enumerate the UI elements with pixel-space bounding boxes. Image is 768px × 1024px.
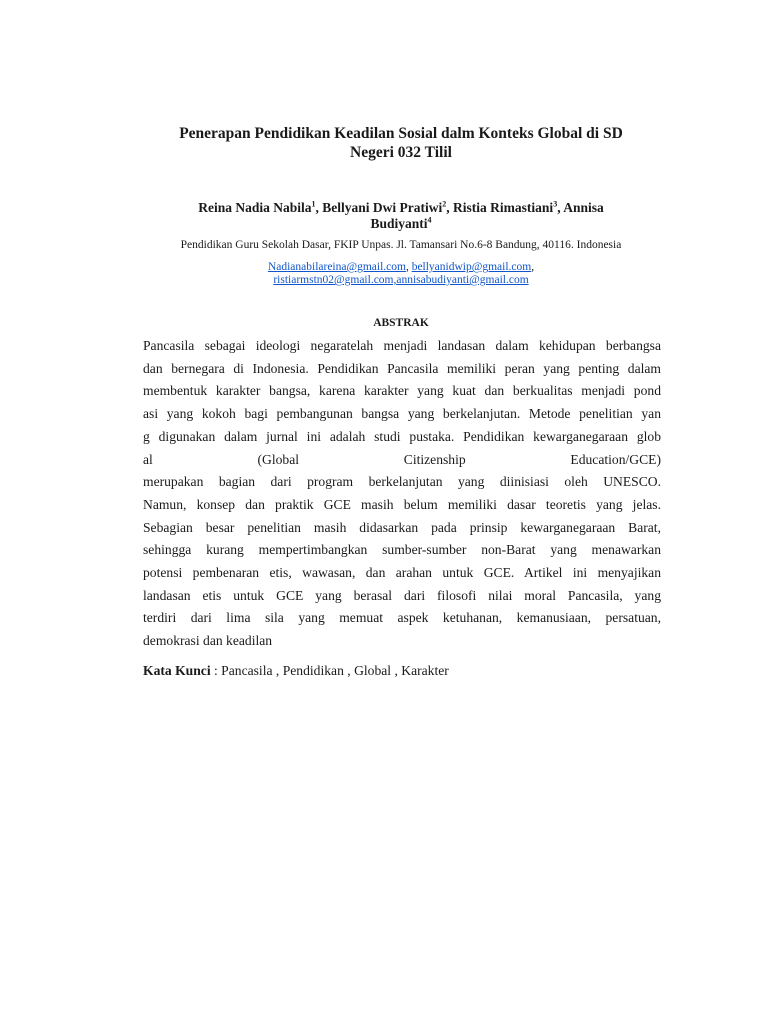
author-separator: , xyxy=(315,200,323,215)
spread-word: (Global xyxy=(257,451,300,467)
email-link-1[interactable]: Nadianabilareina@gmail.com xyxy=(267,261,406,273)
spread-word: al xyxy=(143,451,153,467)
email-trailing-comma: , xyxy=(531,261,535,273)
email-list xyxy=(160,261,642,287)
abstract-line: terdiri dari lima sila yang memuat aspek ketuhanan, kemanusiaan, persatuan, xyxy=(143,610,661,626)
abstract-line: Pancasila sebagai ideologi negaratelah menjadi landasan dalam kehidupan berbangsa xyxy=(143,338,661,353)
author-separator: , xyxy=(557,200,564,215)
abstract-line: merupakan bagian dari program berkelanjutan yang diinisiasi oleh UNESCO. xyxy=(143,474,661,490)
email-link-2[interactable]: bellyanidwip@gmail.com xyxy=(411,261,532,273)
author-1-superscript: 1 xyxy=(311,199,316,209)
author-4-last: Budiyanti xyxy=(370,216,428,231)
abstract-body xyxy=(143,335,661,653)
keywords xyxy=(143,662,661,680)
abstract-last-line: demokrasi dan keadilan xyxy=(143,633,273,649)
author-list xyxy=(150,200,652,232)
author-1: Reina Nadia Nabila xyxy=(198,200,312,215)
author-3: Ristia Rimastiani xyxy=(453,200,554,215)
paper-title xyxy=(140,124,662,162)
keywords-label: Kata Kunci xyxy=(143,663,211,678)
title-line-1: Penerapan Pendidikan Keadilan Sosial dalm Konteks Global di SD xyxy=(179,125,623,142)
email-link-3[interactable]: ristiarmstn02@gmail.com,annisabudiyanti@gmail.com xyxy=(273,274,529,286)
abstract-line: dan bernegara di Indonesia. Pendidikan Pancasila memiliki peran yang penting dalam xyxy=(143,360,661,376)
author-4-superscript: 4 xyxy=(427,215,432,225)
spread-word: Citizenship xyxy=(403,451,466,467)
author-separator: , xyxy=(446,200,454,215)
abstract-spread-line xyxy=(143,449,661,472)
title-line-2: Negeri 032 Tilil xyxy=(350,144,452,161)
author-4-first: Annisa xyxy=(563,200,604,215)
author-3-superscript: 3 xyxy=(553,199,558,209)
affiliation: Pendidikan Guru Sekolah Dasar, FKIP Unpas. Jl. Tamansari No.6-8 Bandung, 40116. Indonesia xyxy=(180,239,622,251)
abstract-line: asi yang kokoh bagi pembangunan bangsa yang berkelanjutan. Metode penelitian yan xyxy=(143,406,661,422)
abstract-line: sehingga kurang mempertimbangkan sumber-sumber non-Barat yang menawarkan xyxy=(143,542,661,558)
abstract-line: landasan etis untuk GCE yang berasal dari filosofi nilai moral Pancasila, yang xyxy=(143,587,661,603)
abstract-line: potensi pembenaran etis, wawasan, dan arahan untuk GCE. Artikel ini menyajikan xyxy=(143,565,661,581)
abstract-heading: ABSTRAK xyxy=(373,317,429,329)
abstract-line: Sebagian besar penelitian masih didasarkan pada prinsip kewarganegaraan Barat, xyxy=(143,519,661,535)
abstract-line: Namun, konsep dan praktik GCE masih belum memiliki dasar teoretis yang jelas. xyxy=(143,496,661,512)
author-2: Bellyani Dwi Pratiwi xyxy=(322,200,443,215)
email-separator: , xyxy=(405,261,412,273)
author-2-superscript: 2 xyxy=(442,199,447,209)
spread-word: Education/GCE) xyxy=(570,451,661,467)
abstract-line: g digunakan dalam jurnal ini adalah studi pustaka. Pendidikan kewarganegaraan glob xyxy=(143,428,661,444)
abstract-line: membentuk karakter bangsa, karena karakter yang kuat dan berkualitas menjadi pond xyxy=(143,383,661,399)
keywords-text: : Pancasila , Pendidikan , Global , Karakter xyxy=(210,663,449,678)
